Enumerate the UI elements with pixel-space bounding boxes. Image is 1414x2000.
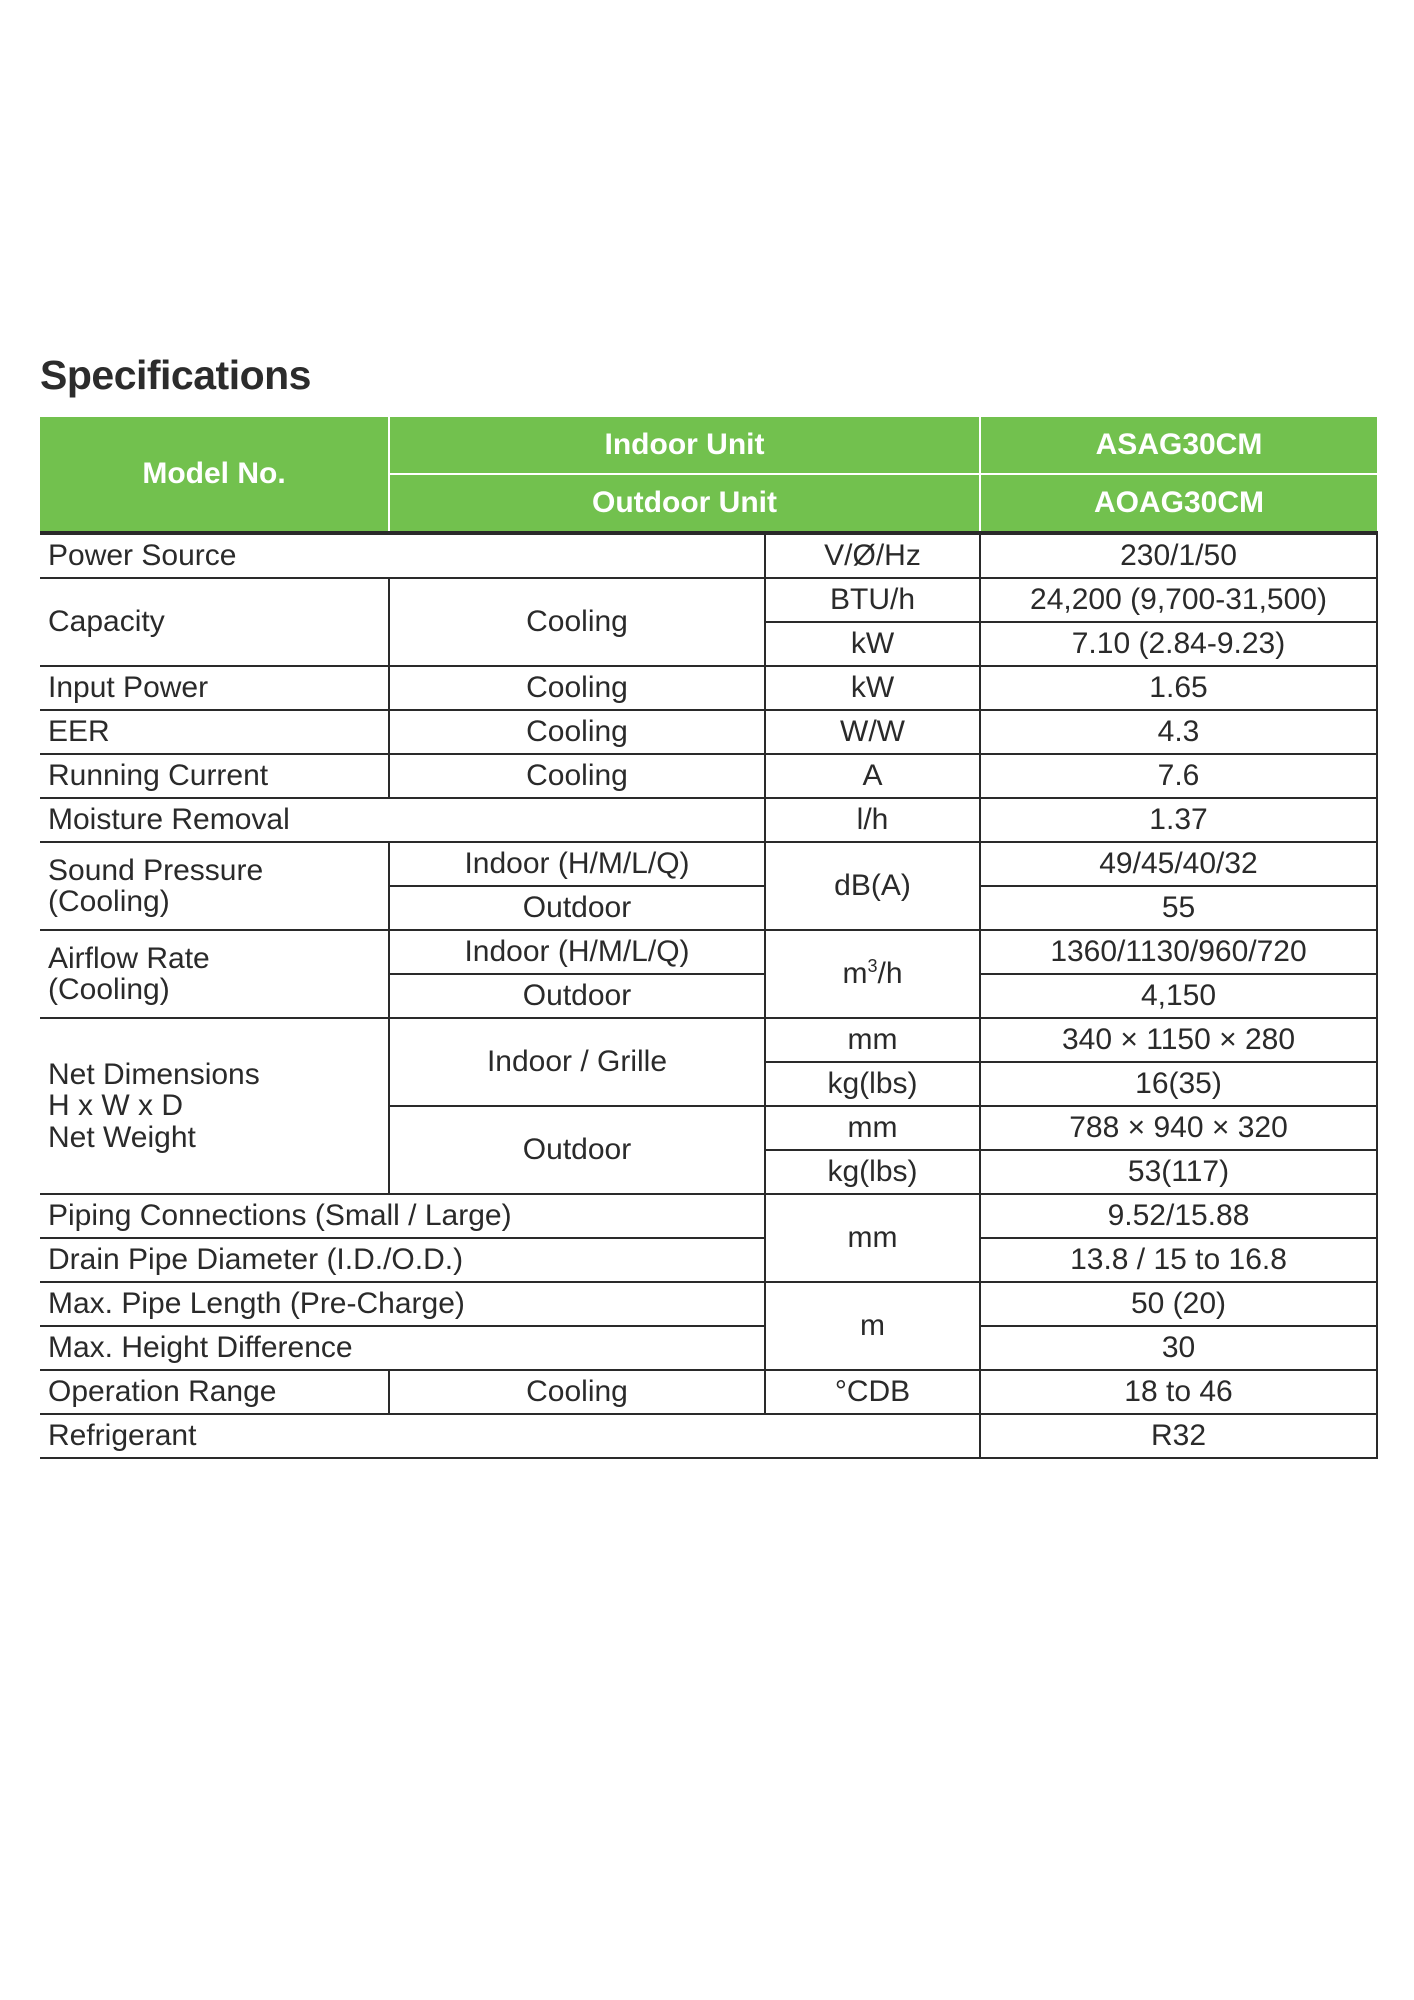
weight-outdoor-value: 53(117) <box>980 1150 1377 1194</box>
airflow-indoor-label: Indoor (H/M/L/Q) <box>389 930 765 974</box>
row-max-height <box>40 1326 1377 1370</box>
header-row-indoor <box>40 416 1377 474</box>
row-sound-pressure-indoor <box>40 842 1377 886</box>
power-source-unit: V/Ø/Hz <box>765 533 980 578</box>
refrigerant-value: R32 <box>980 1414 1377 1458</box>
sound-pressure-label-line2: (Cooling) <box>48 885 170 918</box>
sound-pressure-indoor-value: 49/45/40/32 <box>980 842 1377 886</box>
running-current-value: 7.6 <box>980 754 1377 798</box>
net-dimensions-label-line3: Net Weight <box>48 1120 196 1154</box>
operation-range-label: Operation Range <box>40 1370 389 1414</box>
sound-pressure-label <box>40 842 389 930</box>
airflow-unit-tail: /h <box>877 957 903 991</box>
indoor-unit-header: Indoor Unit <box>389 416 980 474</box>
capacity-value-btu: 24,200 (9,700-31,500) <box>980 578 1377 622</box>
row-eer <box>40 710 1377 754</box>
dimensions-indoor-value: 340 × 1150 × 280 <box>980 1018 1377 1062</box>
airflow-unit-base: m <box>842 957 868 991</box>
net-dimensions-label-line2: H x W x D <box>48 1089 183 1123</box>
capacity-label: Capacity <box>40 578 389 666</box>
row-capacity-btu <box>40 578 1377 622</box>
dimensions-outdoor-unit-kg: kg(lbs) <box>765 1150 980 1194</box>
operation-range-value: 18 to 46 <box>980 1370 1377 1414</box>
input-power-mode: Cooling <box>389 666 765 710</box>
airflow-rate-label-line1: Airflow Rate <box>48 941 210 975</box>
airflow-rate-label <box>40 930 389 1018</box>
input-power-unit: kW <box>765 666 980 710</box>
airflow-outdoor-value: 4,150 <box>980 974 1377 1018</box>
outdoor-model-number: AOAG30CM <box>980 474 1377 533</box>
sound-pressure-outdoor-value: 55 <box>980 886 1377 930</box>
capacity-unit-kw: kW <box>765 622 980 666</box>
weight-indoor-value: 16(35) <box>980 1062 1377 1106</box>
eer-mode: Cooling <box>389 710 765 754</box>
running-current-label: Running Current <box>40 754 389 798</box>
airflow-rate-label-line2: (Cooling) <box>48 973 170 1006</box>
dimensions-indoor-unit-kg: kg(lbs) <box>765 1062 980 1106</box>
operation-range-unit: °CDB <box>765 1370 980 1414</box>
eer-unit: W/W <box>765 710 980 754</box>
power-source-value: 230/1/50 <box>980 533 1377 578</box>
dimensions-outdoor-value: 788 × 940 × 320 <box>980 1106 1377 1150</box>
row-dimensions-indoor-mm <box>40 1018 1377 1062</box>
input-power-label: Input Power <box>40 666 389 710</box>
row-piping-connections <box>40 1194 1377 1238</box>
capacity-value-kw: 7.10 (2.84-9.23) <box>980 622 1377 666</box>
row-airflow-indoor <box>40 930 1377 974</box>
dimensions-indoor-unit-mm: mm <box>765 1018 980 1062</box>
row-moisture-removal <box>40 798 1377 842</box>
running-current-unit: A <box>765 754 980 798</box>
row-max-pipe-length <box>40 1282 1377 1326</box>
eer-label: EER <box>40 710 389 754</box>
outdoor-unit-header: Outdoor Unit <box>389 474 980 533</box>
drain-pipe-value: 13.8 / 15 to 16.8 <box>980 1238 1377 1282</box>
dimensions-outdoor-unit-mm: mm <box>765 1106 980 1150</box>
airflow-unit <box>765 930 980 1018</box>
refrigerant-label: Refrigerant <box>40 1414 980 1458</box>
page-title: Specifications <box>40 352 311 398</box>
running-current-mode: Cooling <box>389 754 765 798</box>
net-dimensions-label <box>40 1018 389 1194</box>
row-operation-range <box>40 1370 1377 1414</box>
piping-connections-value: 9.52/15.88 <box>980 1194 1377 1238</box>
sound-pressure-unit: dB(A) <box>765 842 980 930</box>
max-height-value: 30 <box>980 1326 1377 1370</box>
input-power-value: 1.65 <box>980 666 1377 710</box>
drain-pipe-label: Drain Pipe Diameter (I.D./O.D.) <box>40 1238 765 1282</box>
operation-range-mode: Cooling <box>389 1370 765 1414</box>
airflow-indoor-value: 1360/1130/960/720 <box>980 930 1377 974</box>
pipe-unit: mm <box>765 1194 980 1282</box>
specifications-table <box>40 415 1378 1459</box>
sound-pressure-outdoor-label: Outdoor <box>389 886 765 930</box>
model-no-header: Model No. <box>40 416 389 533</box>
capacity-unit-btu: BTU/h <box>765 578 980 622</box>
max-pipe-length-label: Max. Pipe Length (Pre-Charge) <box>40 1282 765 1326</box>
dimensions-indoor-label: Indoor / Grille <box>389 1018 765 1106</box>
moisture-removal-label: Moisture Removal <box>40 798 765 842</box>
length-unit: m <box>765 1282 980 1370</box>
row-drain-pipe <box>40 1238 1377 1282</box>
max-height-label: Max. Height Difference <box>40 1326 765 1370</box>
power-source-label: Power Source <box>40 533 765 578</box>
max-pipe-length-value: 50 (20) <box>980 1282 1377 1326</box>
dimensions-outdoor-label: Outdoor <box>389 1106 765 1194</box>
net-dimensions-label-line1: Net Dimensions <box>48 1057 260 1091</box>
sound-pressure-label-line1: Sound Pressure <box>48 853 264 887</box>
row-power-source <box>40 533 1377 578</box>
eer-value: 4.3 <box>980 710 1377 754</box>
row-running-current <box>40 754 1377 798</box>
airflow-unit-sup: 3 <box>867 956 878 977</box>
row-input-power <box>40 666 1377 710</box>
sound-pressure-indoor-label: Indoor (H/M/L/Q) <box>389 842 765 886</box>
piping-connections-label: Piping Connections (Small / Large) <box>40 1194 765 1238</box>
row-refrigerant <box>40 1414 1377 1458</box>
moisture-removal-value: 1.37 <box>980 798 1377 842</box>
indoor-model-number: ASAG30CM <box>980 416 1377 474</box>
airflow-outdoor-label: Outdoor <box>389 974 765 1018</box>
capacity-mode: Cooling <box>389 578 765 666</box>
moisture-removal-unit: l/h <box>765 798 980 842</box>
